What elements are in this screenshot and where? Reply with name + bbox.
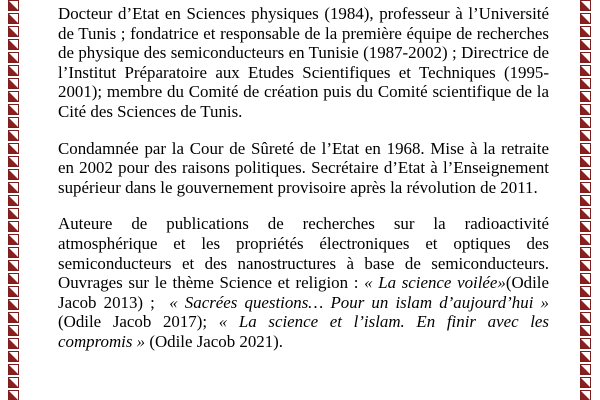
- publications-text-2: (Odile Jacob 2013) ;: [58, 273, 549, 312]
- border-tile: [580, 351, 591, 362]
- publications-text-1: Auteure de publications de recherches sur la radioactivité atmosphérique et les propriétés électroniques et optiques des semiconducteurs et des nanostructures à base de semiconducteurs. Ouvrages sur le thème Science et religion :: [58, 214, 549, 293]
- border-tile: [580, 286, 591, 297]
- border-tile: [8, 247, 19, 258]
- border-tile: [580, 338, 591, 349]
- book-title-science-voilee: « La science voilée»: [364, 273, 506, 293]
- border-tile: [580, 104, 591, 115]
- border-tile: [580, 156, 591, 167]
- border-tile: [8, 299, 19, 310]
- paragraph-career: Docteur d’Etat en Sciences physiques (1984), professeur à l’Université de Tunis ; fondatrice et responsable de la première équipe de recherches de physique des semiconducteurs en Tunisie (1987-2002) ; Directrice de l’Institut Préparatoire aux Etudes Scientifiques et Techniques (1995-2001); membre du Comité de création puis du Comité scientifique de la Cité des Sciences de Tunis.: [58, 4, 549, 121]
- border-tile: [8, 208, 19, 219]
- border-tile: [8, 91, 19, 102]
- border-tile: [8, 130, 19, 141]
- border-tile: [8, 234, 19, 245]
- border-tile: [580, 273, 591, 284]
- border-tile: [8, 260, 19, 271]
- border-tile: [8, 0, 19, 11]
- paragraph-publications: [58, 214, 549, 351]
- border-tile: [580, 182, 591, 193]
- border-tile: [8, 273, 19, 284]
- border-tile: [8, 78, 19, 89]
- publications-text-4: (Odile Jacob 2021).: [145, 331, 284, 351]
- border-tile: [580, 247, 591, 258]
- border-tile: [8, 286, 19, 297]
- border-tile: [580, 0, 591, 11]
- border-tile: [580, 13, 591, 24]
- border-tile: [580, 195, 591, 206]
- border-tile: [8, 364, 19, 375]
- border-tile: [8, 195, 19, 206]
- document-body: [58, 4, 549, 369]
- border-tile: [580, 52, 591, 63]
- border-tile: [580, 143, 591, 154]
- border-tile: [8, 156, 19, 167]
- border-tile: [580, 299, 591, 310]
- border-tile: [580, 377, 591, 388]
- border-tile: [8, 13, 19, 24]
- border-tile: [580, 65, 591, 76]
- border-tile: [8, 182, 19, 193]
- border-tile: [580, 208, 591, 219]
- border-tile: [580, 390, 591, 400]
- border-tile: [8, 169, 19, 180]
- border-tile: [580, 260, 591, 271]
- border-tile: [580, 39, 591, 50]
- border-tile: [580, 325, 591, 336]
- border-tile: [580, 234, 591, 245]
- book-title-sacrees-questions: « Sacrées questions… Pour un islam d’aujourd’hui »: [169, 292, 549, 312]
- border-tile: [8, 65, 19, 76]
- border-tile: [8, 377, 19, 388]
- border-tile: [8, 351, 19, 362]
- border-tile: [8, 312, 19, 323]
- border-tile: [580, 78, 591, 89]
- border-tile: [580, 221, 591, 232]
- book-title-science-islam: « La science et l’islam. En finir avec les compromis »: [58, 312, 550, 351]
- border-tile: [580, 364, 591, 375]
- border-tile: [8, 104, 19, 115]
- border-tile: [8, 39, 19, 50]
- border-tile: [8, 117, 19, 128]
- publications-text-3: (Odile Jacob 2017);: [58, 312, 219, 332]
- border-tile: [8, 221, 19, 232]
- border-tile: [8, 26, 19, 37]
- border-tile: [8, 52, 19, 63]
- border-tile: [8, 143, 19, 154]
- border-tile: [580, 91, 591, 102]
- paragraph-political: Condamnée par la Cour de Sûreté de l’Etat en 1968. Mise à la retraite en 2002 pour des raisons politiques. Secrétaire d’Etat à l’Enseignement supérieur dans le gouvernement provisoire après la révolution de 2011.: [58, 138, 549, 197]
- border-tile: [580, 169, 591, 180]
- border-tile: [580, 312, 591, 323]
- border-tile: [580, 26, 591, 37]
- border-tile: [8, 390, 19, 400]
- left-decorative-border: [8, 0, 19, 400]
- border-tile: [580, 117, 591, 128]
- border-tile: [580, 130, 591, 141]
- right-decorative-border: [580, 0, 591, 400]
- border-tile: [8, 325, 19, 336]
- border-tile: [8, 338, 19, 349]
